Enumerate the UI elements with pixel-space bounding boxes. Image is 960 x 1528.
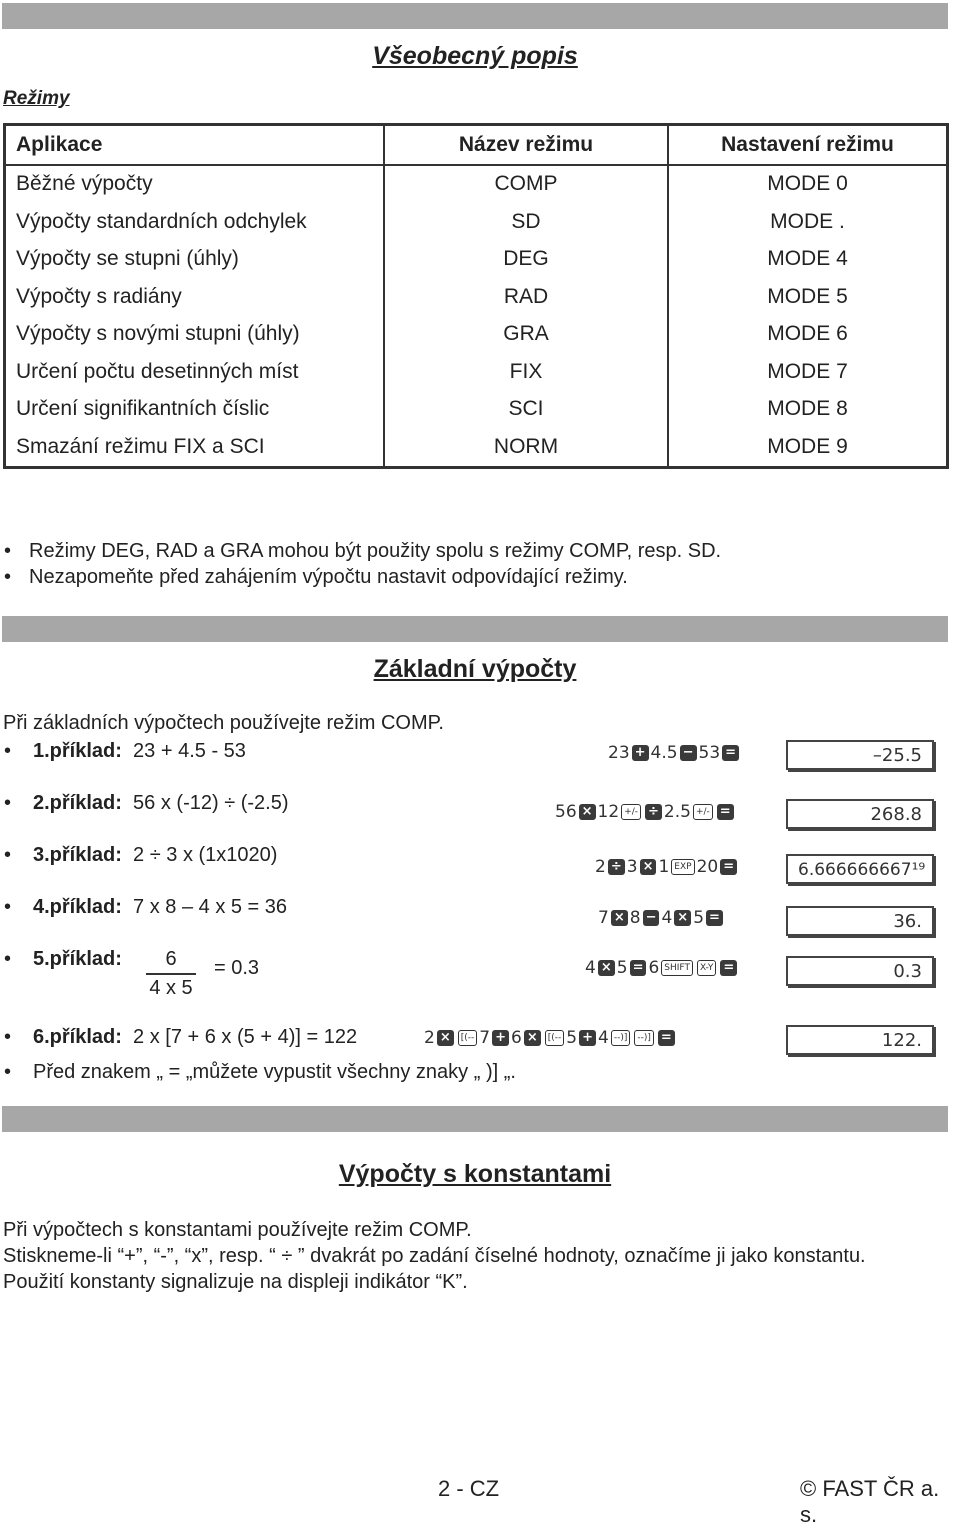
table-cell: DEG bbox=[384, 241, 668, 279]
table-cell: Výpočty s novými stupni (úhly) bbox=[5, 316, 385, 354]
example-1 bbox=[4, 740, 246, 763]
paragraph-line: Použití konstanty signalizuje na displeji indikátor “K”. bbox=[3, 1271, 468, 1293]
modes-table bbox=[3, 123, 949, 469]
table-cell: MODE 8 bbox=[668, 391, 948, 429]
table-cell: MODE 4 bbox=[668, 241, 948, 279]
section-divider bbox=[2, 616, 948, 642]
table-row bbox=[5, 203, 948, 241]
minus-key-icon: − bbox=[680, 745, 697, 761]
column-header: Aplikace bbox=[5, 125, 385, 165]
open-bracket-key-icon: [(-- bbox=[458, 1030, 478, 1046]
calculator-display-4: 36. bbox=[786, 906, 934, 936]
table-row bbox=[5, 428, 948, 467]
exp-key-icon: EXP bbox=[671, 859, 694, 875]
fraction-result: = 0.3 bbox=[214, 957, 260, 979]
plus-key-icon: + bbox=[492, 1030, 509, 1046]
equals-key-icon: = bbox=[717, 804, 734, 820]
table-row bbox=[5, 391, 948, 429]
subsection-title-modes: Režimy bbox=[3, 88, 70, 109]
paragraph-line: Stiskneme-li “+”, “-”, “x”, resp. “ ÷ ” dvakrát po zadání číselné hodnoty, označíme ji jako konstantu. bbox=[3, 1245, 866, 1267]
example-label: 4.příklad: bbox=[33, 896, 122, 918]
fraction-numerator: 6 bbox=[146, 948, 196, 975]
table-cell: Určení počtu desetinných míst bbox=[5, 353, 385, 391]
table-cell: RAD bbox=[384, 278, 668, 316]
swap-xy-key-icon: X-Y bbox=[697, 960, 716, 976]
bullet: • bbox=[4, 844, 12, 866]
column-header: Název režimu bbox=[384, 125, 668, 165]
close-bracket-key-icon: --)] bbox=[611, 1030, 631, 1046]
equals-key-icon: = bbox=[720, 859, 737, 875]
sign-change-key-icon: +/- bbox=[693, 804, 713, 820]
bullet: • bbox=[4, 1061, 12, 1083]
equals-key-icon: = bbox=[720, 960, 737, 976]
key-sequence-1: 23 + 4.5 − 53 = bbox=[608, 743, 741, 763]
table-cell: NORM bbox=[384, 428, 668, 467]
bullet: • bbox=[4, 1026, 12, 1048]
page-number: 2 - CZ bbox=[438, 1476, 500, 1501]
example-label: 2.příklad: bbox=[33, 792, 122, 814]
equals-key-icon: = bbox=[722, 745, 739, 761]
example-5 bbox=[4, 948, 122, 971]
multiply-key-icon: × bbox=[674, 910, 691, 926]
multiply-key-icon: × bbox=[611, 910, 628, 926]
table-cell: Výpočty standardních odchylek bbox=[5, 203, 385, 241]
note-text: Nezapomeňte před zahájením výpočtu nastavit odpovídající režimy. bbox=[29, 566, 628, 588]
divide-key-icon: ÷ bbox=[608, 859, 625, 875]
paragraph-line: Při výpočtech s konstantami používejte režim COMP. bbox=[3, 1219, 472, 1241]
bullet: • bbox=[4, 740, 12, 762]
table-cell: Určení signifikantních číslic bbox=[5, 391, 385, 429]
example-expression: 2 ÷ 3 x (1x1020) bbox=[133, 844, 278, 866]
table-row bbox=[5, 241, 948, 279]
note-text: Před znakem „ = „můžete vypustit všechny znaky „ )] „. bbox=[33, 1061, 516, 1083]
note-item bbox=[4, 1061, 516, 1084]
note-item bbox=[4, 540, 721, 563]
calculator-display-3: 6.666666667¹⁹ bbox=[786, 854, 934, 884]
plus-key-icon: + bbox=[632, 745, 649, 761]
key-sequence-5: 4 × 5 = 6 SHIFT X-Y = bbox=[585, 958, 739, 978]
divide-key-icon: ÷ bbox=[645, 804, 662, 820]
table-cell: COMP bbox=[384, 165, 668, 204]
multiply-key-icon: × bbox=[579, 804, 596, 820]
calculator-display-6: 122. bbox=[786, 1025, 934, 1055]
multiply-key-icon: × bbox=[598, 960, 615, 976]
section-title-general: Všeobecný popis bbox=[372, 42, 578, 70]
table-cell: Výpočty se stupni (úhly) bbox=[5, 241, 385, 279]
calculator-display-1: –25.5 bbox=[786, 740, 934, 770]
bullet: • bbox=[4, 566, 12, 588]
table-cell: SD bbox=[384, 203, 668, 241]
table-cell: MODE 6 bbox=[668, 316, 948, 354]
example-3 bbox=[4, 844, 277, 867]
example-label: 1.příklad: bbox=[33, 740, 122, 762]
example-expression: 7 x 8 – 4 x 5 = 36 bbox=[133, 896, 288, 918]
example-expression: 2 x [7 + 6 x (5 + 4)] = 122 bbox=[133, 1026, 358, 1048]
table-header-row bbox=[5, 125, 948, 165]
bullet: • bbox=[4, 540, 12, 562]
section-divider bbox=[2, 1106, 948, 1132]
key-sequence-3: 2 ÷ 3 × 1 EXP 20 = bbox=[595, 857, 739, 877]
table-cell: Výpočty s radiány bbox=[5, 278, 385, 316]
table-cell: MODE . bbox=[668, 203, 948, 241]
example-6 bbox=[4, 1026, 357, 1049]
minus-key-icon: − bbox=[643, 910, 660, 926]
example-expression: 23 + 4.5 - 53 bbox=[133, 740, 246, 762]
table-cell: Běžné výpočty bbox=[5, 165, 385, 204]
table-row bbox=[5, 278, 948, 316]
multiply-key-icon: × bbox=[437, 1030, 454, 1046]
open-bracket-key-icon: [(-- bbox=[545, 1030, 565, 1046]
table-row bbox=[5, 316, 948, 354]
column-header: Nastavení režimu bbox=[668, 125, 948, 165]
fraction-denominator: 4 x 5 bbox=[149, 977, 193, 999]
example-label: 5.příklad: bbox=[33, 948, 122, 970]
copyright: © FAST ČR a. s. bbox=[800, 1476, 940, 1527]
key-sequence-4: 7 × 8 − 4 × 5 = bbox=[598, 908, 725, 928]
close-bracket-key-icon: --)] bbox=[634, 1030, 654, 1046]
equals-key-icon: = bbox=[630, 960, 647, 976]
table-cell: MODE 0 bbox=[668, 165, 948, 204]
note-text: Režimy DEG, RAD a GRA mohou být použity spolu s režimy COMP, resp. SD. bbox=[29, 540, 722, 562]
equals-key-icon: = bbox=[706, 910, 723, 926]
equals-key-icon: = bbox=[658, 1030, 675, 1046]
table-cell: FIX bbox=[384, 353, 668, 391]
bullet: • bbox=[4, 896, 12, 918]
section-title-constants: Výpočty s konstantami bbox=[338, 1160, 612, 1188]
example-expression: 56 x (-12) ÷ (-2.5) bbox=[133, 792, 289, 814]
table-cell: MODE 9 bbox=[668, 428, 948, 467]
table-cell: Smazání režimu FIX a SCI bbox=[5, 428, 385, 467]
intro-text: Při základních výpočtech používejte režim COMP. bbox=[3, 712, 444, 734]
section-title-basic-calculations: Základní výpočty bbox=[373, 655, 577, 683]
example-2 bbox=[4, 792, 289, 815]
fraction bbox=[146, 948, 196, 1000]
calculator-display-5: 0.3 bbox=[786, 956, 934, 986]
table-row bbox=[5, 165, 948, 204]
table-cell: MODE 7 bbox=[668, 353, 948, 391]
note-item bbox=[4, 566, 628, 589]
multiply-key-icon: × bbox=[640, 859, 657, 875]
table-row bbox=[5, 353, 948, 391]
key-sequence-2: 56 × 12 +/- ÷ 2.5 +/- = bbox=[555, 802, 736, 822]
sign-change-key-icon: +/- bbox=[621, 804, 641, 820]
table-cell: MODE 5 bbox=[668, 278, 948, 316]
bullet: • bbox=[4, 792, 12, 814]
example-label: 6.příklad: bbox=[33, 1026, 122, 1048]
bullet: • bbox=[4, 948, 12, 970]
shift-key-icon: SHIFT bbox=[661, 960, 693, 976]
multiply-key-icon: × bbox=[524, 1030, 541, 1046]
calculator-display-2: 268.8 bbox=[786, 799, 934, 829]
table-cell: GRA bbox=[384, 316, 668, 354]
example-label: 3.příklad: bbox=[33, 844, 122, 866]
example-4 bbox=[4, 896, 287, 919]
table-cell: SCI bbox=[384, 391, 668, 429]
section-divider-top bbox=[2, 3, 948, 29]
plus-key-icon: + bbox=[579, 1030, 596, 1046]
key-sequence-6: 2 × [(-- 7 + 6 × [(-- 5 + 4 --)] --)] = bbox=[424, 1028, 677, 1048]
